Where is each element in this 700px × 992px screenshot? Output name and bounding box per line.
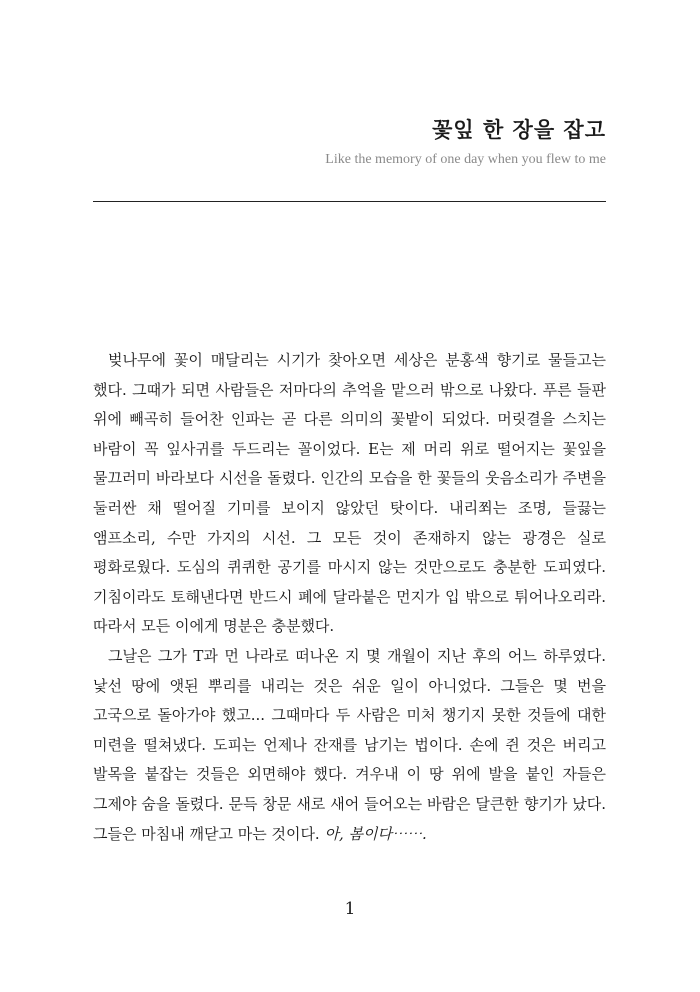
paragraph-2-emphasis: 아, 봄이다⋯⋯. [324, 824, 427, 843]
title-divider [93, 201, 606, 202]
page-number: 1 [344, 899, 356, 919]
paragraph-2 [93, 642, 606, 849]
chapter-subtitle: Like the memory of one day when you flew to me [325, 152, 606, 167]
paragraph-2-text: 그날은 그가 T과 먼 나라로 떠나온 지 몇 개월이 지난 후의 어느 하루였다. 낯선 땅에 앳된 뿌리를 내리는 것은 쉬운 일이 아니었다. 그들은 몇 번을 고국으로 돌아가야 했고... 그때마다 두 사람은 미처 챙기지 못한 것들에 대한 미련을 떨쳐냈다. 도피는 언제나 잔재를 남기는 법이다. 손에 쥔 것은 버리고 발목을 붙잡는 것들은 외면해야 했다. 겨우내 이 땅 위에 발을 붙인 자들은 그제야 숨을 돌렸다. 문득 창문 새로 새어 들어오는 바람은 달큰한 향기가 났다. 그들은 마침내 깨닫고 마는 것이다. [93, 646, 606, 843]
paragraph-1: 벚나무에 꽃이 매달리는 시기가 찾아오면 세상은 분홍색 향기로 물들고는 했다. 그때가 되면 사람들은 저마다의 추억을 맡으러 밖으로 나왔다. 푸른 들판 위에 빼곡히 들어찬 인파는 곧 다른 의미의 꽃밭이 되었다. 머릿결을 스치는 바람이 꼭 잎사귀를 두드리는 꼴이었다. E는 제 머리 위로 떨어지는 꽃잎을 물끄러미 바라보다 시선을 돌렸다. 인간의 모습을 한 꽃들의 웃음소리가 주변을 둘러싼 채 떨어질 기미를 보이지 않았던 탓이다. 내리쬐는 조명, 들끓는 앰프소리, 수만 가지의 시선. 그 모든 것이 존재하지 않는 광경은 실로 평화로웠다. 도심의 퀴퀴한 공기를 마시지 않는 것만으로도 충분한 도피였다. 기침이라도 토해낸다면 반드시 폐에 달라붙은 먼지가 입 밖으로 튀어나오리라. 따라서 모든 이에게 명분은 충분했다. [93, 351, 606, 636]
chapter-title: 꽃잎 한 장을 잡고 [432, 117, 606, 142]
body-text [93, 346, 606, 849]
